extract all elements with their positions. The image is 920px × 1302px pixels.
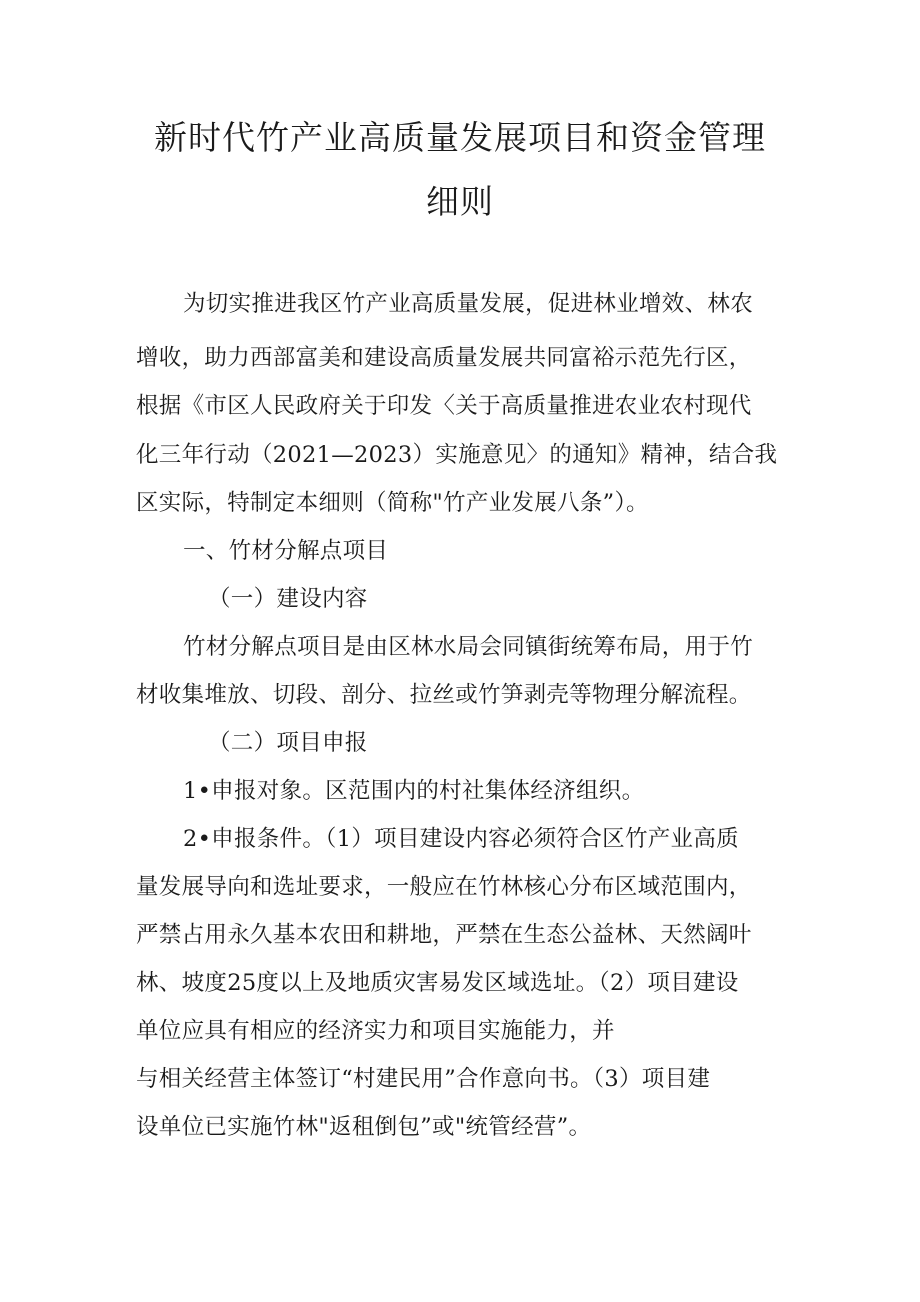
paragraph-conditions-line-4: 林、坡度25度以上及地质灾害易发区域选址。（2）项目建设: [136, 970, 739, 996]
paragraph-conditions-line-2: 量发展导向和选址要求，一般应在竹林核心分布区域范围内，: [136, 874, 752, 900]
paragraph-intro-line-2: 增收，助力西部富美和建设高质量发展共同富裕示范先行区，: [136, 345, 752, 371]
section-heading-1: 一、竹材分解点项目: [183, 538, 389, 564]
paragraph-conditions-line-6: 与相关经营主体签订“村建民用”合作意向书。（3）项目建: [136, 1066, 711, 1092]
paragraph-intro-line-5: 区实际，特制定本细则（简称"竹产业发展八条”）。: [136, 490, 649, 516]
document-title-line-2: 细则: [426, 182, 494, 221]
paragraph-intro-line-1: 为切实推进我区竹产业高质量发展，促进林业增效、林农: [183, 291, 754, 317]
paragraph-conditions-line-7: 设单位已实施竹林"返租倒包”或"统管经营”。: [136, 1114, 592, 1140]
paragraph-application-target: 1•申报对象。区范围内的村社集体经济组织。: [183, 778, 645, 804]
paragraph-conditions-line-5: 单位应具有相应的经济实力和项目实施能力，并: [136, 1018, 615, 1044]
subsection-heading-construction: （一）建设内容: [208, 586, 368, 612]
subsection-heading-application: （二）项目申报: [208, 730, 368, 756]
paragraph-construction-line-1: 竹材分解点项目是由区林水局会同镇街统筹布局，用于竹: [183, 634, 754, 660]
paragraph-intro-line-3: 根据《市区人民政府关于印发〈关于高质量推进农业农村现代: [136, 393, 752, 419]
document-title-line-1: 新时代竹产业高质量发展项目和资金管理: [154, 118, 766, 157]
paragraph-conditions-line-3: 严禁占用永久基本农田和耕地，严禁在生态公益林、天然阔叶: [136, 922, 752, 948]
paragraph-conditions-line-1: 2•申报条件。（1）项目建设内容必须符合区竹产业高质: [183, 826, 739, 852]
paragraph-intro-line-4: 化三年行动（2021—2023）实施意见〉的通知》精神，结合我: [136, 442, 778, 468]
paragraph-construction-line-2: 材收集堆放、切段、剖分、拉丝或竹笋剥壳等物理分解流程。: [136, 682, 752, 708]
